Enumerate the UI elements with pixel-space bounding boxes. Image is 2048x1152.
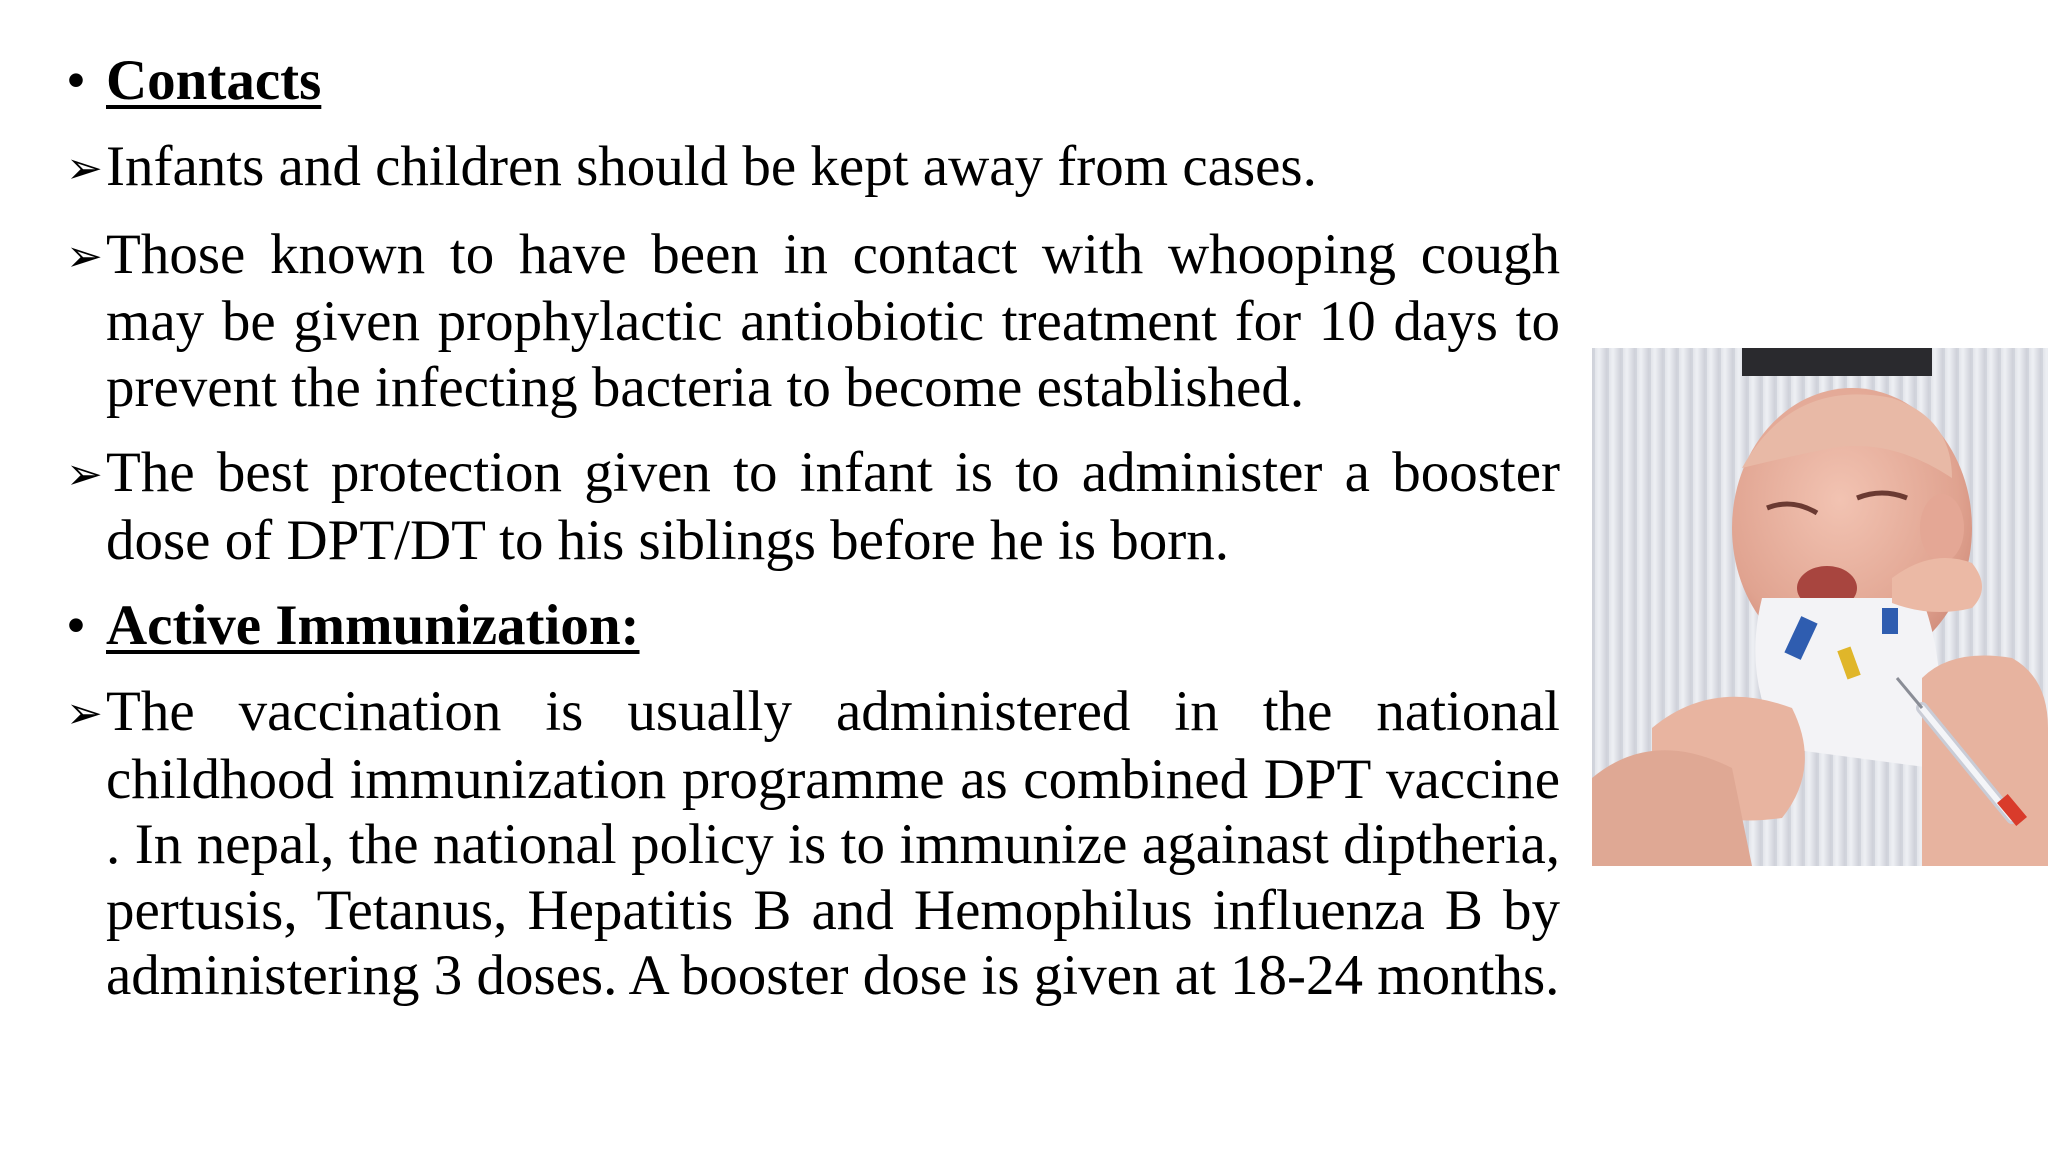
photo-illustration: [1592, 348, 2048, 866]
list-item: [66, 134, 1560, 202]
list-item-text: The best protection given to infant is to administer a booster dose of DPT/DT to his siblings before he is born.: [106, 441, 1560, 572]
infant-vaccination-photo: [1592, 348, 2048, 866]
section-heading-contacts: [66, 48, 1560, 114]
list-item-text: The vaccination is usually administered in the national childhood immunization programme as combined DPT vaccine . In nepal, the national policy is to immunize againast diptheria, pertusis, Tetanus, Hepatitis B and Hemophilus influenza B by administering 3 doses. A booster dose is given at 18-24 months.: [106, 680, 1560, 1007]
list-item: [66, 679, 1560, 1009]
arrow-bullet-icon: ➢: [66, 230, 103, 282]
heading-contacts: Contacts: [106, 49, 322, 112]
slide-body: [66, 48, 1560, 1029]
bullet-dot: •: [66, 594, 86, 657]
list-item: [66, 222, 1560, 421]
arrow-bullet-icon: ➢: [66, 449, 103, 500]
list-item-text: Those known to have been in contact with whooping cough may be given prophylactic antiobiotic treatment for 10 days to prevent the infecting bacteria to become established.: [106, 222, 1560, 419]
bullet-dot: •: [66, 49, 86, 112]
list-item: [66, 440, 1560, 573]
heading-active-immunization: Active Immunization:: [106, 594, 640, 657]
list-item-text: Infants and children should be kept away from cases.: [106, 135, 1317, 198]
section-heading-active-immunization: [66, 593, 1560, 659]
arrow-bullet-icon: ➢: [66, 688, 103, 739]
arrow-bullet-icon: ➢: [66, 143, 103, 194]
